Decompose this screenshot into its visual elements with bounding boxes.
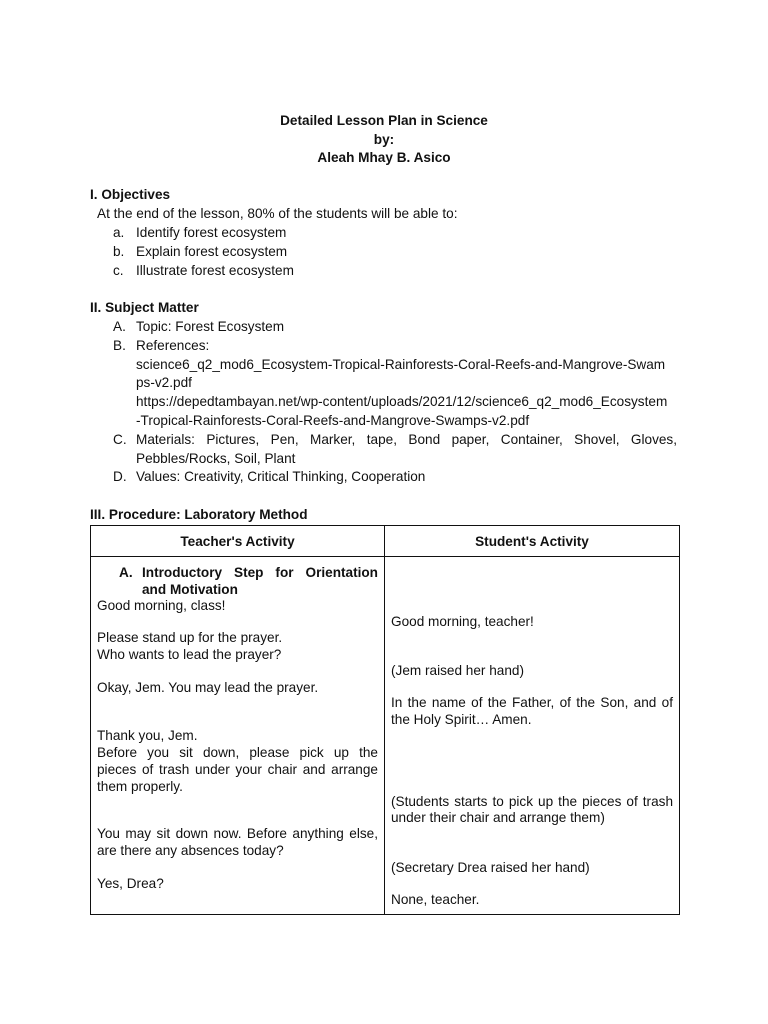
reference-link[interactable]: -Tropical-Rainforests-Coral-Reefs-and-Mangrove-Swamps-v2.pdf [136,413,530,428]
list-marker: b. [113,244,125,259]
step-title: Introductory Step for Orientation [142,565,378,580]
teacher-line: Good morning, class! [97,598,226,613]
teacher-line: pieces of trash under your chair and arrange [97,762,378,777]
list-marker: B. [113,338,126,353]
list-marker: A. [113,319,126,334]
list-marker: c. [113,263,124,278]
objectives-intro: At the end of the lesson, 80% of the students will be able to: [97,206,458,221]
list-marker: a. [113,225,125,240]
student-line: (Jem raised her hand) [391,663,524,678]
student-line: (Secretary Drea raised her hand) [391,860,590,875]
objective-item: Explain forest ecosystem [136,244,288,259]
teacher-line: them properly. [97,779,183,794]
table-header-row [91,526,680,557]
student-line: In the name of the Father, of the Son, and of [391,695,673,710]
reference-line: ps-v2.pdf [136,375,192,390]
teacher-line: Please stand up for the prayer. [97,630,283,645]
materials-text: Materials: Pictures, Pen, Marker, tape, Bond paper, Container, Shovel, Gloves, [136,432,677,447]
teacher-line: Yes, Drea? [97,876,164,891]
teacher-line: Before you sit down, please pick up the [97,745,378,760]
document-title-block [0,112,768,168]
step-title-continued: and Motivation [142,582,238,597]
teacher-line: You may sit down now. Before anything else, [97,826,378,841]
teacher-activity-cell [91,557,385,915]
objective-item: Identify forest ecosystem [136,225,287,240]
references-label: References: [136,338,210,353]
objectives-heading: I. Objectives [90,187,171,202]
values-text: Values: Creativity, Critical Thinking, Cooperation [136,469,426,484]
student-line: Good morning, teacher! [391,614,534,629]
reference-line: science6_q2_mod6_Ecosystem-Tropical-Rainforests-Coral-Reefs-and-Mangrove-Swam [136,357,666,372]
list-marker: C. [113,432,127,447]
teacher-line: are there any absences today? [97,843,284,858]
teacher-line: Thank you, Jem. [97,728,198,743]
procedure-heading: III. Procedure: Laboratory Method [90,507,308,522]
procedure-table [90,525,680,915]
reference-link[interactable]: https://depedtambayan.net/wp-content/uploads/2021/12/science6_q2_mod6_Ecosystem [136,394,668,409]
author-name: Aleah Mhay B. Asico [317,150,451,165]
table-row [91,557,680,915]
student-line: None, teacher. [391,892,480,907]
student-line: under their chair and arrange them) [391,810,605,825]
list-marker: D. [113,469,127,484]
teacher-line: Okay, Jem. You may lead the prayer. [97,680,319,695]
byline: by: [373,131,395,147]
topic-text: Topic: Forest Ecosystem [136,319,285,334]
student-line: the Holy Spirit… Amen. [391,712,532,727]
teacher-column-header: Teacher's Activity [91,526,385,557]
student-line: (Students starts to pick up the pieces of trash [391,794,673,809]
document-title: Detailed Lesson Plan in Science [280,113,488,128]
teacher-line: Who wants to lead the prayer? [97,647,282,662]
student-activity-cell [385,557,680,915]
step-marker: A. [119,565,133,580]
materials-text-continued: Pebbles/Rocks, Soil, Plant [136,451,296,466]
objective-item: Illustrate forest ecosystem [136,263,294,278]
subject-matter-heading: II. Subject Matter [90,300,199,315]
student-column-header: Student's Activity [385,526,680,557]
